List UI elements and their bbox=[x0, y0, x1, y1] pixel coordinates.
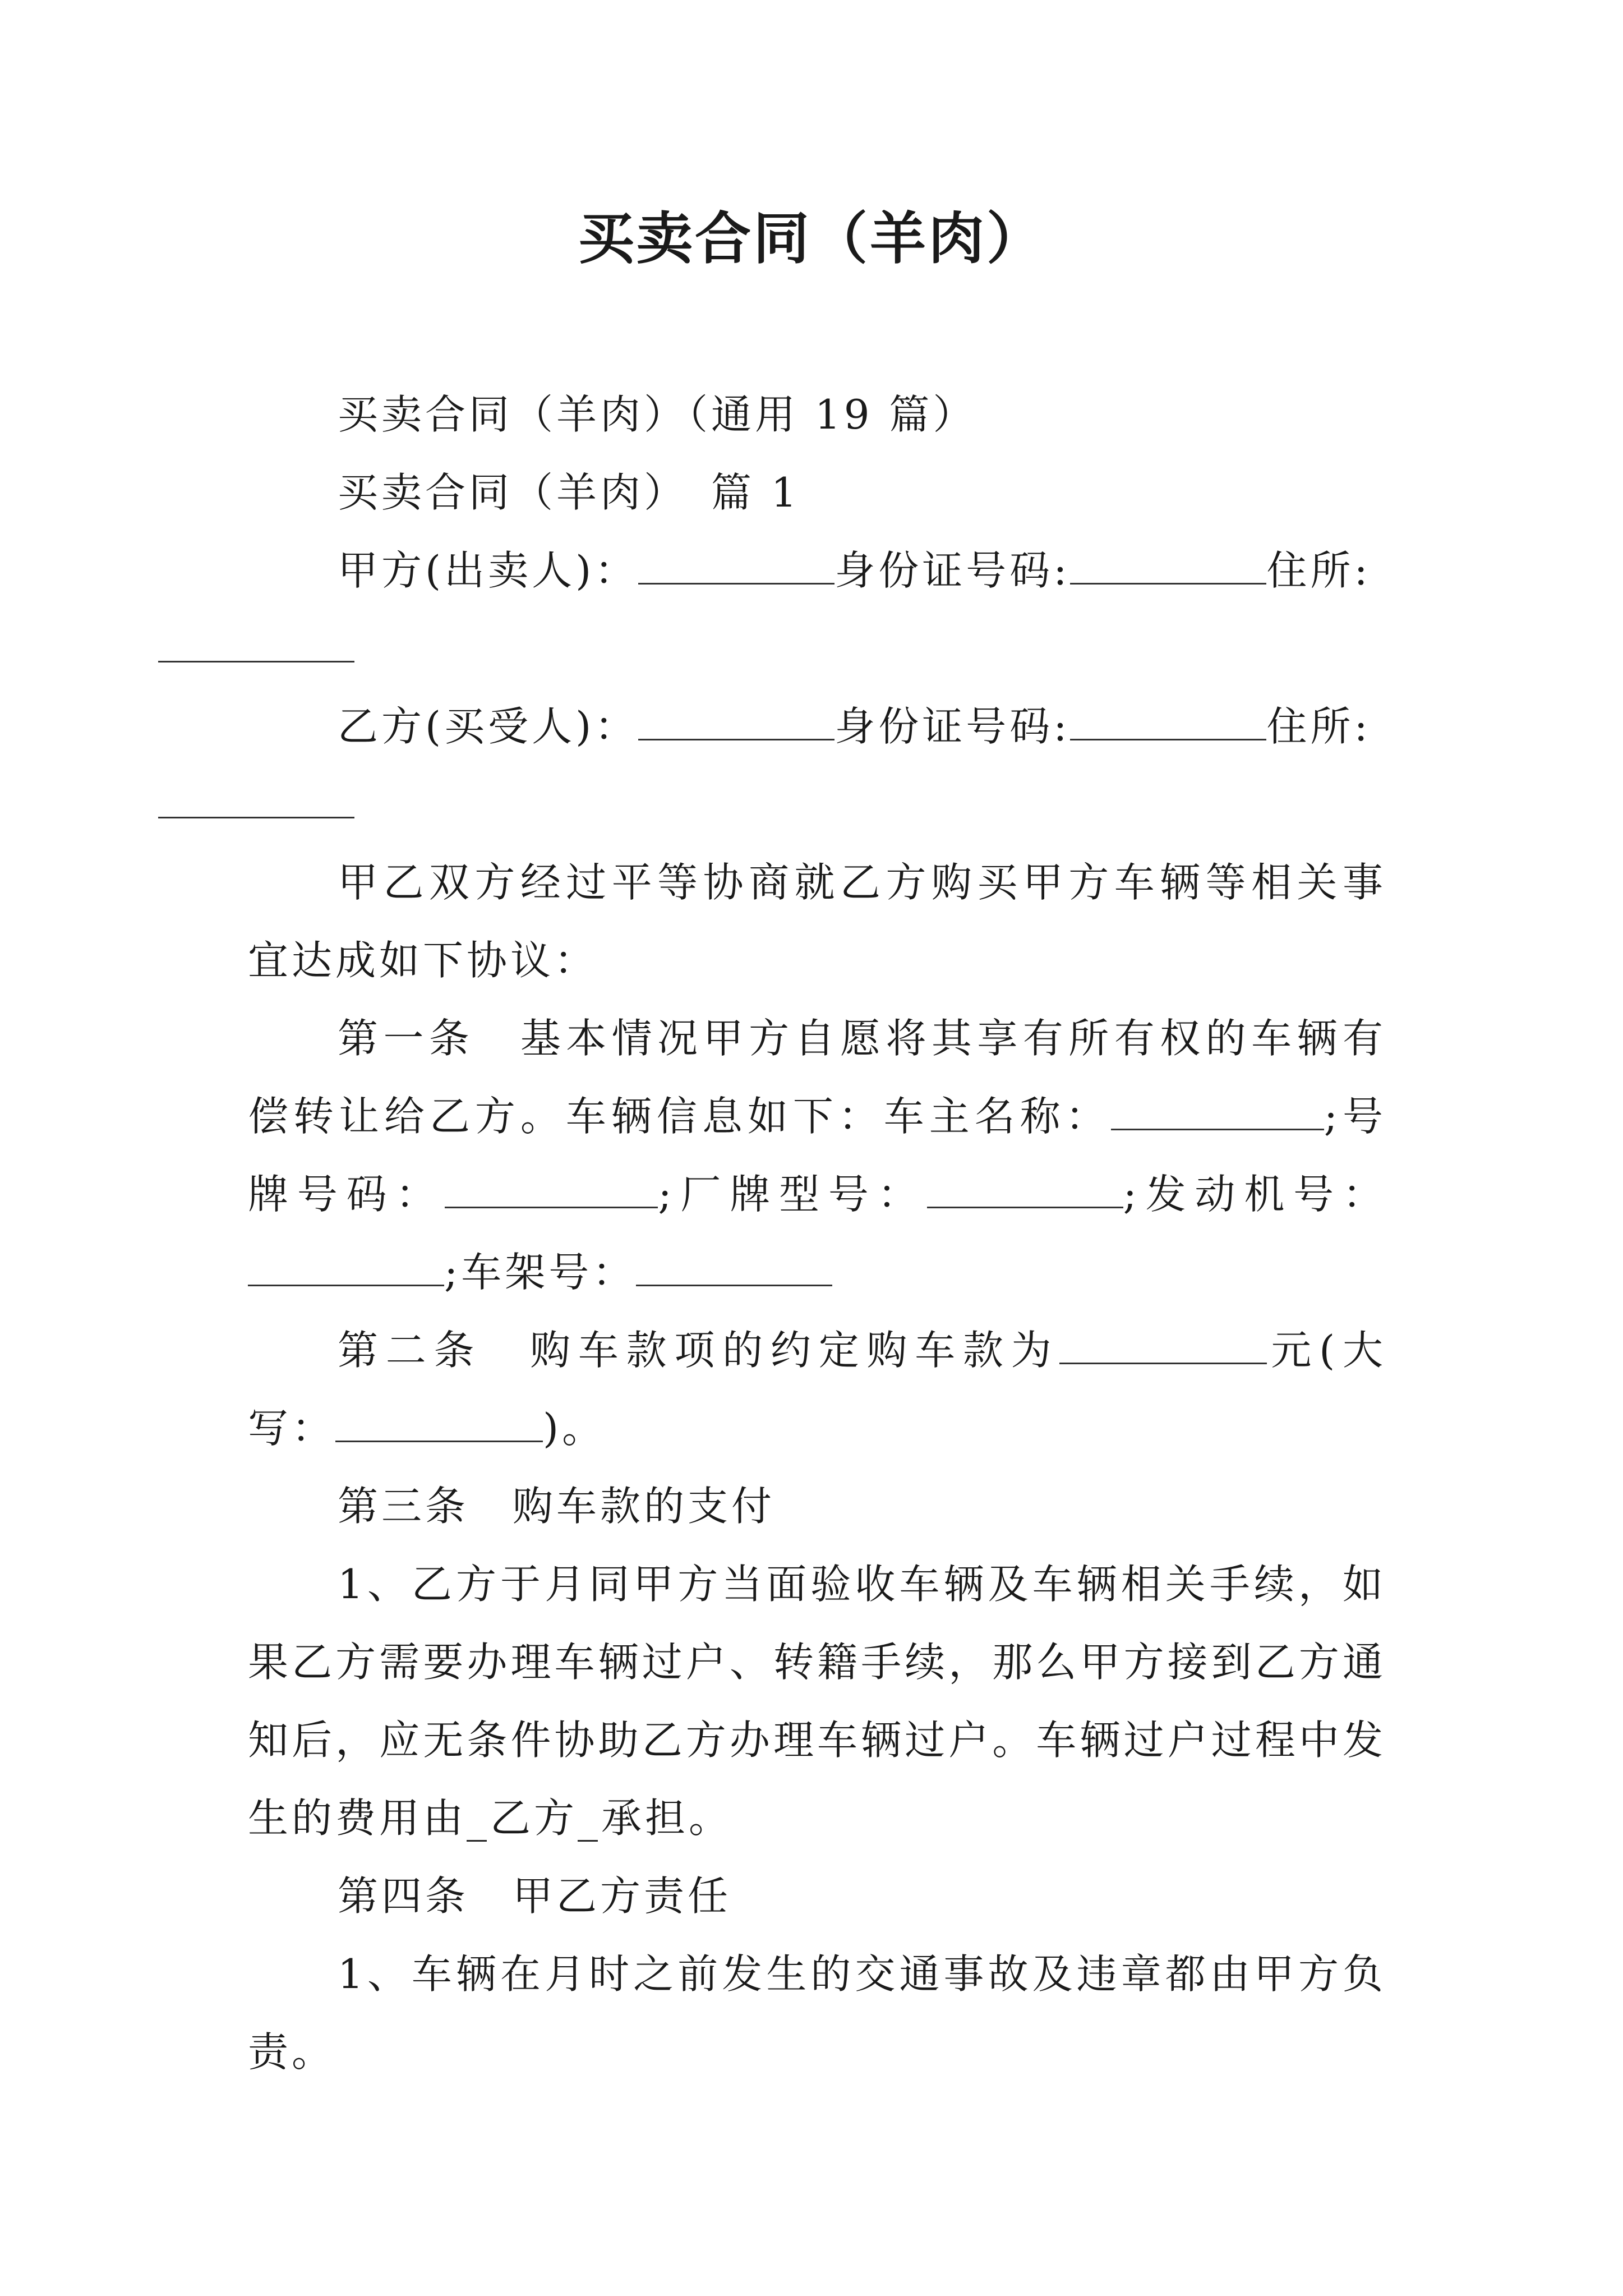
engine-number-blank bbox=[248, 1248, 444, 1286]
subtitle-line: 买卖合同（羊肉）（通用 19 篇） bbox=[338, 391, 977, 438]
party-a-address-label: 住所: bbox=[1266, 547, 1371, 594]
section-heading: 买卖合同（羊肉） 篇 1 bbox=[338, 469, 800, 516]
party-b-address-blank bbox=[158, 780, 354, 818]
party-b-id-blank bbox=[1070, 702, 1266, 740]
engine-label: ;发动机号： bbox=[1123, 1171, 1386, 1218]
price-uppercase-label: 元(大写： bbox=[248, 1327, 1386, 1452]
party-a-line bbox=[248, 532, 1386, 688]
plate-number-blank bbox=[445, 1170, 658, 1208]
article-3-heading: 第三条 购车款的支付 bbox=[338, 1483, 776, 1530]
article-3-clause-1: 1、乙方于月同甲方当面验收车辆及车辆相关手续，如果乙方需要办理车辆过户、转籍手续，那么甲方接到乙方通知后，应无条件协助乙方办理车辆过户。车辆过户过程中发生的费用由_乙方_承担。 bbox=[248, 1561, 1386, 1842]
party-a-id-label: 身份证号码: bbox=[834, 547, 1071, 594]
price-blank bbox=[1059, 1326, 1267, 1364]
model-blank bbox=[927, 1170, 1123, 1208]
article-1 bbox=[248, 1000, 1386, 1312]
article-4-clause-1: 1、车辆在月时之前发生的交通事故及违章都由甲方负责。 bbox=[248, 1950, 1386, 2076]
party-b-name-blank bbox=[638, 702, 834, 740]
party-a-id-blank bbox=[1070, 546, 1266, 585]
frame-label: ;车架号： bbox=[444, 1249, 637, 1296]
party-b-label: 乙方(买受人)： bbox=[338, 703, 639, 750]
article-1-text: 第一条 基本情况甲方自愿将其享有所有权的车辆有偿转让给乙方。车辆信息如下：车主名称： bbox=[248, 1015, 1386, 1140]
party-b-id-label: 身份证号码: bbox=[834, 703, 1071, 750]
document-title: 买卖合同（羊肉） bbox=[578, 205, 1045, 272]
party-a-address-blank bbox=[158, 624, 354, 662]
party-a-name-blank bbox=[638, 546, 834, 585]
owner-name-blank bbox=[1111, 1092, 1324, 1130]
frame-number-blank bbox=[636, 1248, 832, 1286]
article-2 bbox=[248, 1312, 1386, 1467]
party-b-address-label: 住所: bbox=[1266, 703, 1371, 750]
article-4-heading: 第四条 甲乙方责任 bbox=[338, 1872, 732, 1920]
party-b-line bbox=[248, 688, 1386, 844]
party-a-label: 甲方(出卖人)： bbox=[338, 547, 639, 594]
document-body bbox=[248, 376, 1386, 2091]
model-label: ;厂牌型号： bbox=[658, 1171, 927, 1218]
price-uppercase-blank bbox=[335, 1404, 543, 1442]
plate-label: ;号牌号码： bbox=[248, 1093, 1386, 1218]
article-2-text: 第二条 购车款项的约定购车款为 bbox=[338, 1327, 1059, 1374]
intro-paragraph: 甲乙双方经过平等协商就乙方购买甲方车辆等相关事宜达成如下协议： bbox=[248, 859, 1386, 984]
article-2-close: )。 bbox=[543, 1405, 606, 1452]
